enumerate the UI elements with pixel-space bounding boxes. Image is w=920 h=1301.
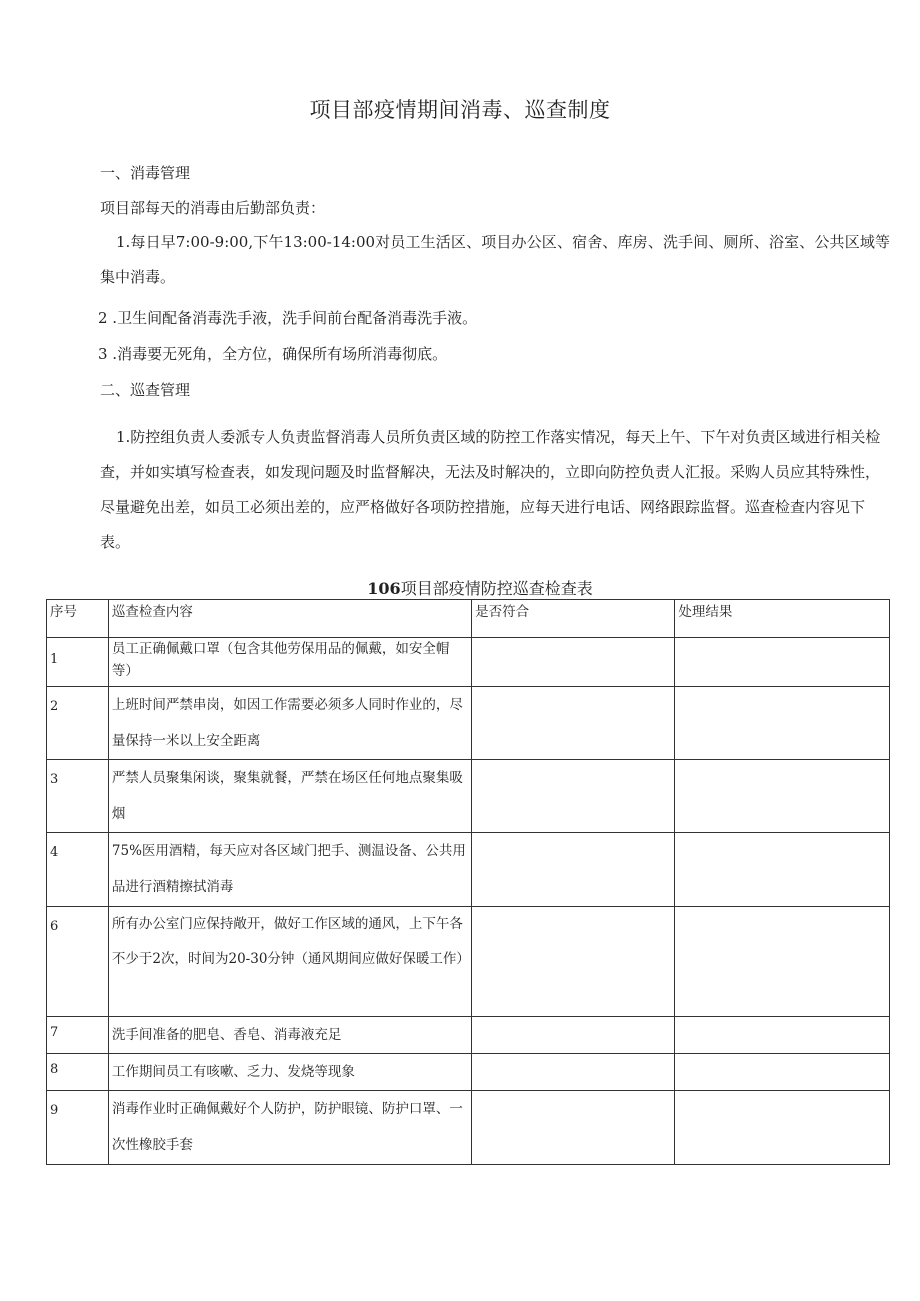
row-content: 消毒作业时正确佩戴好个人防护，防护眼镜、防护口罩、一次性橡胶手套 [108, 1091, 471, 1165]
row-ok[interactable] [472, 687, 675, 760]
row-no: 3 [50, 772, 59, 787]
section2-item1: 1.防控组负责人委派专人负责监督消毒人员所负责区域的防控工作落实情况，每天上午、下午对负责区域进行相关检查，并如实填写检查表，如发现问题及时监督解决，无法及时解决的，立即向防控负责人汇报。采购人员应其特殊性，尽量避免出差，如员工必须出差的，应严格做好各项防控措施，应每天进行电话、网络跟踪监督。巡查检查内容见下表。 [100, 428, 881, 551]
header-ok: 是否符合 [472, 600, 675, 638]
row-result[interactable] [675, 1054, 890, 1091]
row-ok[interactable] [472, 1017, 675, 1054]
row-no: 2 [50, 699, 59, 714]
table-row [47, 1091, 890, 1165]
row-content: 上班时间严禁串岗，如因工作需要必须多人同时作业的，尽量保持一米以上安全距离 [108, 687, 471, 760]
table-row [47, 1054, 890, 1091]
row-no: 8 [50, 1062, 59, 1077]
row-result[interactable] [675, 833, 890, 907]
row-content: 严禁人员聚集闲谈，聚集就餐，严禁在场区任何地点聚集吸烟 [108, 760, 471, 833]
table-number: 106 [367, 579, 401, 598]
row-result[interactable] [675, 638, 890, 687]
row-ok[interactable] [472, 1091, 675, 1165]
section1-item1: 1.每日早7:00-9:00,下午13:00-14:00对员工生活区、项目办公区、宿舍、库房、洗手间、厕所、浴室、公共区域等集中消毒。 [100, 233, 890, 286]
section1-intro: 项目部每天的消毒由后勤部负责： [100, 199, 326, 217]
row-no: 1 [50, 652, 59, 667]
table-title [0, 576, 920, 599]
inspection-table [46, 599, 890, 1165]
row-no: 4 [50, 845, 59, 860]
header-result: 处理结果 [675, 600, 890, 638]
section1-item2: 2 .卫生间配备消毒洗手液，洗手间前台配备消毒洗手液。 [98, 309, 478, 327]
row-no: 7 [50, 1025, 59, 1040]
table-row [47, 833, 890, 907]
row-content: 75%医用酒精，每天应对各区域门把手、测温设备、公共用品进行酒精擦拭消毒 [108, 833, 471, 907]
row-ok[interactable] [472, 907, 675, 1017]
row-ok[interactable] [472, 833, 675, 907]
header-content: 巡查检查内容 [108, 600, 471, 638]
table-row [47, 1017, 890, 1054]
table-row [47, 760, 890, 833]
page-title: 项目部疫情期间消毒、巡查制度 [309, 98, 611, 122]
row-result[interactable] [675, 1017, 890, 1054]
row-content: 工作期间员工有咳嗽、乏力、发烧等现象 [108, 1054, 471, 1091]
table-row [47, 907, 890, 1017]
row-no: 9 [50, 1103, 59, 1118]
section1-heading: 一、消毒管理 [100, 164, 191, 182]
row-result[interactable] [675, 687, 890, 760]
section2-heading: 二、巡查管理 [100, 381, 191, 399]
section1-item3: 3 .消毒要无死角，全方位，确保所有场所消毒彻底。 [98, 345, 448, 363]
table-row [47, 687, 890, 760]
row-result[interactable] [675, 907, 890, 1017]
row-ok[interactable] [472, 1054, 675, 1091]
table-title-text: 项目部疫情防控巡查检查表 [400, 579, 593, 598]
row-content: 所有办公室门应保持敞开，做好工作区域的通风，上下午各不少于2次，时间为20-30分钟（通风期间应做好保暖工作） [108, 907, 471, 1017]
row-content: 洗手间准备的肥皂、香皂、消毒液充足 [108, 1017, 471, 1054]
table-header-row [47, 600, 890, 638]
row-content: 员工正确佩戴口罩（包含其他劳保用品的佩戴，如安全帽等） [108, 638, 471, 687]
table-row [47, 638, 890, 687]
header-no: 序号 [47, 600, 109, 638]
row-result[interactable] [675, 1091, 890, 1165]
row-result[interactable] [675, 760, 890, 833]
row-ok[interactable] [472, 638, 675, 687]
row-ok[interactable] [472, 760, 675, 833]
row-no: 6 [50, 919, 59, 934]
